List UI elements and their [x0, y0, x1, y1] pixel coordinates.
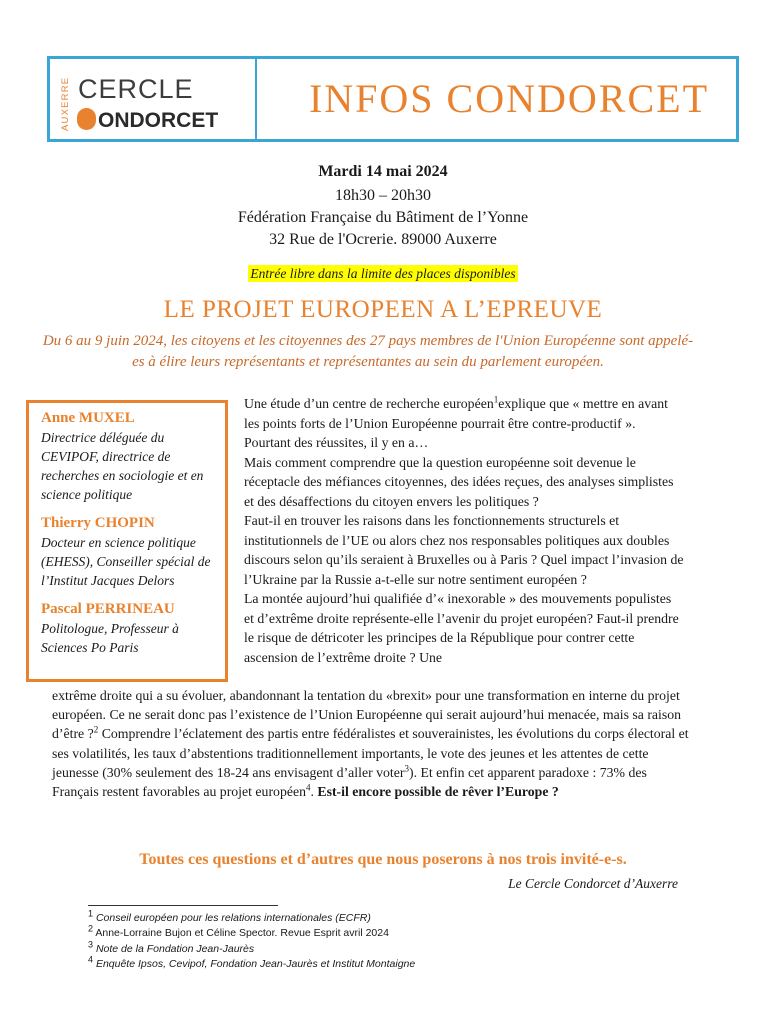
logo-condorcet-text: ONDORCET	[77, 108, 218, 131]
guest-item	[41, 600, 213, 657]
conference-title: LE PROJET EUROPEEN A L’EPREUVE	[163, 296, 603, 323]
cercle-condorcet-logo	[50, 59, 257, 139]
article-paragraph: extrême droite qui a su évoluer, abandonnant la tentation du «brexit» pour une transformation en interne du projet européen. Ce ne serait donc pas l’existence de l’Union Européenne qui serait aujourd’hui menacée, mais sa raison d’être ?$^2$ Comprendre l’éclatement des partis entre fédéralistes et souverainistes, les évolutions du corps électoral et ses volatilités, les taux d’abstentions traditionnellement importants, le vote des jeunes et les attentes de cette jeunesse (30% seulement des 18-24 ans envisagent d’aller voter$^3$). Et enfin cet apparent paradoxe : 73% des Français restent favorables au projet européen$^4$. Est-il encore possible de rêver l’Europe ?	[52, 688, 689, 800]
newsletter-title: INFOS CONDORCET	[308, 76, 710, 121]
entry-note: Entrée libre dans la limite des places disponibles	[250, 266, 516, 281]
article-paragraph: Mais comment comprendre que la question européenne soit devenue le réceptacle des méfiances citoyennes, des idées reçues, des analyses simplistes et des désaffections du citoyen envers les politiques ?	[244, 454, 674, 509]
guests-box	[26, 400, 228, 682]
guest-item	[41, 409, 213, 504]
footnote-item: $^3$ Note de la Fondation Jean-Jaurès	[88, 939, 255, 955]
guest-role: Directrice déléguée du CEVIPOF, directrice de recherches en sociologie et en science politique	[41, 430, 204, 502]
conference-intro: Du 6 au 9 juin 2024, les citoyens et les citoyennes des 27 pays membres de l'Union Européenne sont appelé-es à élire leurs représentants et représentantes au sein du parlement européen.	[42, 333, 694, 370]
closing-question: Est-il encore possible de rêver l’Europe ?	[313, 784, 559, 800]
footnote-ref: 1	[493, 394, 499, 405]
article-body-column	[244, 394, 684, 667]
logo-city-label: AUXERRE	[60, 76, 71, 131]
guest-item	[41, 514, 213, 590]
footnote-ref: 2	[93, 724, 99, 735]
article-body-full	[52, 686, 692, 801]
logo-c-mark-icon	[77, 108, 96, 130]
guest-name: Thierry CHOPIN	[41, 515, 155, 531]
closing-line: Toutes ces questions et d’autres que nous poserons à nos trois invité-e-s.	[139, 851, 627, 868]
article-paragraph: Faut-il en trouver les raisons dans les fonctionnements structurels et institutionnels de l’UE ou alors chez nos responsables politiques aux doubles discours selon qu’ils seraient à Bruxelles ou à Paris ? Quel impact l’invasion de l’Ukraine par la Russie a-t-elle sur notre sentiment européen ?	[244, 513, 684, 587]
footnote-item: $^2$ Anne-Lorraine Bujon et Céline Spector. Revue Esprit avril 2024	[88, 923, 389, 940]
article-paragraph: Une étude d’un centre de recherche européen$^1$explique que « mettre en avant les points forts de l’Union Européenne pourrait être contre-productif ». Pourtant des réussites, il y en a…	[244, 394, 668, 450]
footnote-ref: 3	[404, 763, 409, 774]
footnotes	[88, 908, 416, 973]
event-place: Fédération Française du Bâtiment de l’Yonne	[237, 209, 529, 226]
event-address: 32 Rue de l'Ocrerie. 89000 Auxerre	[269, 231, 497, 248]
event-time: 18h30 – 20h30	[335, 187, 431, 204]
footnote-item: $^4$ Enquête Ipsos, Cevipof, Fondation Jean-Jaurès et Institut Montaigne	[88, 954, 416, 971]
guest-role: Politologue, Professeur à Sciences Po Paris	[41, 621, 179, 655]
event-date: Mardi 14 mai 2024	[318, 163, 448, 180]
footnote-item: $^1$ Conseil européen pour les relations internationales (ECFR)	[88, 908, 371, 924]
guest-role: Docteur en science politique (EHESS), Conseiller spécial de l’Institut Jacques Delors	[41, 535, 211, 588]
signature: Le Cercle Condorcet d’Auxerre	[508, 876, 678, 891]
logo-cercle-text: CERCLE	[78, 74, 194, 104]
article-paragraph: La montée aujourd’hui qualifiée d’« inexorable » des mouvements populistes et d’extrême droite représente-elle l’avenir du projet européen? Faut-il prendre le risque de détricoter les principes de la République pour contrer cette ascension de l’extrême droite ? Une	[244, 591, 679, 665]
guest-name: Anne MUXEL	[41, 410, 135, 426]
guest-name: Pascal PERRINEAU	[41, 601, 175, 617]
footnote-divider	[88, 905, 278, 906]
footnote-ref: 4	[305, 782, 311, 793]
header-banner	[47, 56, 739, 142]
